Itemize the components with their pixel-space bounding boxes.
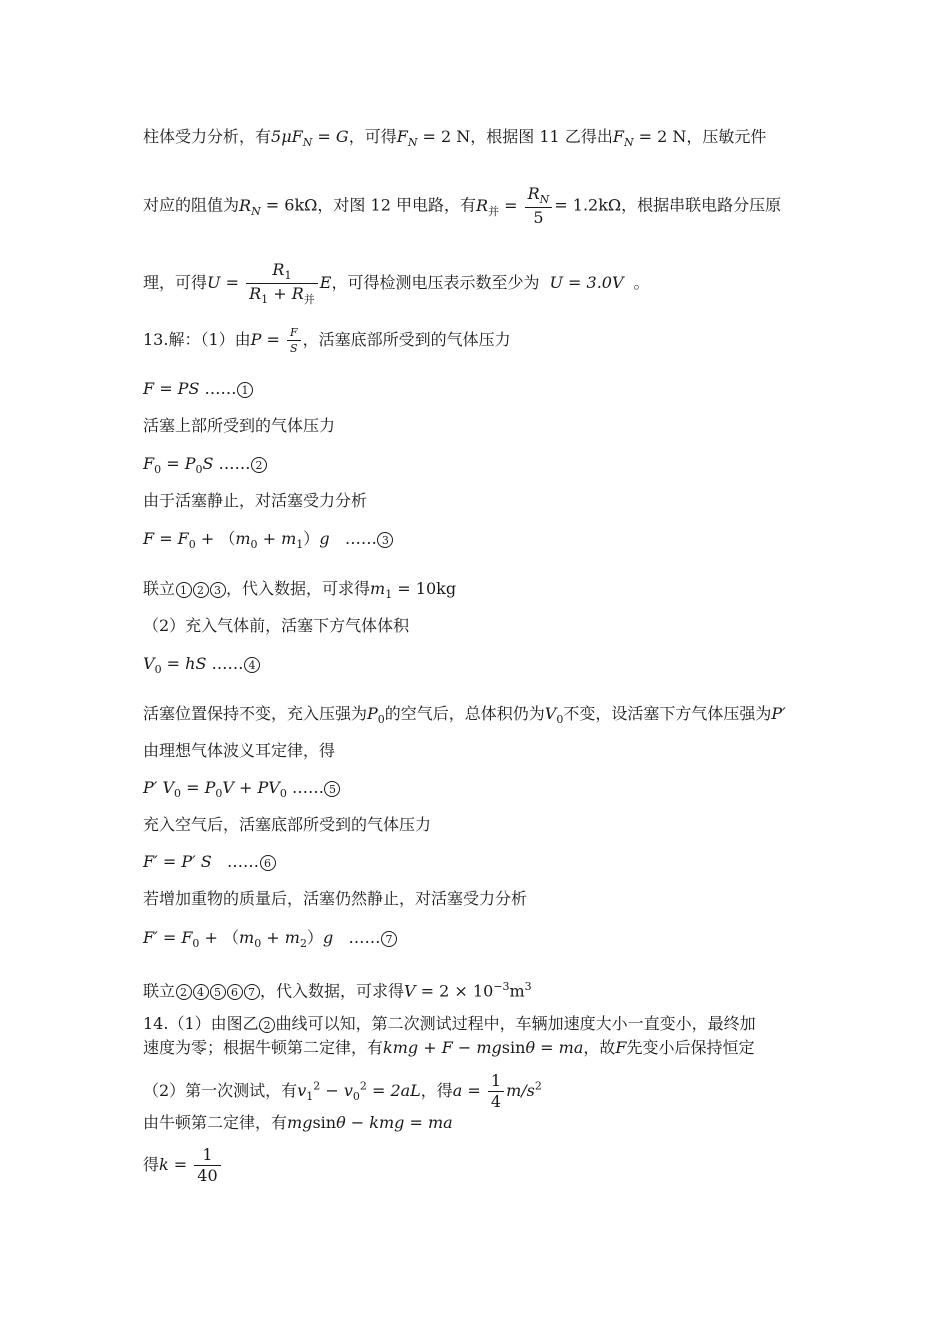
text: ，根据串联电路分压原 (621, 195, 782, 215)
equation-6: F′ = P′ S …… 6 (143, 851, 850, 873)
equation-3: $F = F_0 + (m_0 + m_1)g$ …… 3 (143, 528, 850, 556)
q14-line-5: 得k = $\frac{1}{40}$ (143, 1147, 850, 1184)
fraction: $\frac{R_1}{R_1 + R_并}$ (246, 262, 318, 305)
fraction: $\frac{1}{4}$ (488, 1073, 504, 1110)
equation-4: $V_0$ = hS …… 4 (143, 653, 850, 681)
q13-heading: 13.解：（1）由P = $\frac{F}{S}$ ，活塞底部所受到的气体压力 (143, 326, 511, 355)
q14-line-1: 14.（1）由图乙 2 曲线可以知，第二次测试过程中，车辆加速度大小一直变小，最终加 (143, 1014, 756, 1033)
q14-line-2: 速度为零；根据牛顿第二定律，有kmg + F − mgsinθ = ma，故F先变小后保持恒定 (143, 1038, 755, 1057)
text: 理，可得 (143, 273, 208, 293)
equation-5: P′ $V_0 = P_0V + PV_0$ …… 5 (143, 777, 850, 805)
value: = 1.2kΩ (554, 195, 622, 215)
text-line: 活塞位置保持不变，充入压强为$P_0$的空气后，总体积仍为$V_0$不变，设活塞下方气体压强为P′ (143, 704, 786, 727)
text-line: （2）充入气体前，活塞下方气体体积 (143, 616, 410, 635)
text: ，对图 12 甲电路，有 (317, 195, 476, 215)
fraction: $\frac{F}{S}$ (287, 327, 301, 354)
fraction: $\frac{1}{40}$ (194, 1147, 220, 1184)
text: ，根据图 11 乙得出 (470, 127, 613, 146)
equation-2: $F_0 = P_0S$ …… 2 (143, 453, 850, 481)
text: ，压敏元件 (686, 127, 767, 146)
equation-7: $F' = F_0 + (m_0 + m_2)g$ …… 7 (143, 927, 850, 955)
text-line: 由理想气体波义耳定律，得 (143, 741, 336, 760)
fraction: $\frac{R_N}{5}$ (525, 186, 553, 226)
prev-line-3: 理，可得U = $\frac{R_1}{R_1 + R_并}$ E，可得检测电压表示数至少为 U = 3.0V 。 (143, 260, 650, 307)
prev-line-2: 对应的阻值为$R_N = 6k\Omega$，对图 12 甲电路，有$R_并$ = $\frac{R_N}{5}$ = 1.2kΩ，根据串联电路分压原 (143, 184, 782, 228)
q14-line-3: （2）第一次测试，有$v_1^2 - v_0^2 = 2aL$，得a = $\frac{1}{4}$ $m/s^2$ (143, 1071, 542, 1111)
value: = 6kΩ (265, 195, 318, 215)
text: 柱体受力分析，有 (143, 127, 272, 146)
text: 对应的阻值为 (143, 195, 240, 215)
text: ，可得 (348, 127, 397, 146)
text-line: 充入空气后，活塞底部所受到的气体压力 (143, 815, 432, 834)
prev-line-1: 柱体受力分析，有$5\mu F_N = G$，可得$F_N = 2$ N，根据图 11 乙得出$F_N = 2$ N，压敏元件 (143, 127, 767, 150)
result-v: 联立 2 4 5 6 7 ，代入数据，可求得$V = 2 \times 10^{-3}m^3$ (143, 980, 532, 1001)
text: 。 (633, 273, 650, 293)
text-line: 由于活塞静止，对活塞受力分析 (143, 491, 368, 510)
text-line: 活塞上部所受到的气体压力 (143, 416, 336, 435)
q14-line-4: 由牛顿第二定律，有mgsinθ − kmg = ma (143, 1113, 453, 1132)
text: ，可得检测电压表示数至少为 (331, 273, 540, 293)
value: U = 3.0V (549, 273, 624, 293)
text: ，活塞底部所受到的气体压力 (302, 330, 511, 349)
text-line: 若增加重物的质量后，活塞仍然静止，对活塞受力分析 (143, 889, 528, 908)
text: 13.解：（1）由 (143, 330, 251, 349)
equation-1: F = PS …… 1 (143, 378, 850, 400)
result-m1: 联立 1 2 3 ，代入数据，可求得$m_1 = 10kg$ (143, 579, 457, 602)
